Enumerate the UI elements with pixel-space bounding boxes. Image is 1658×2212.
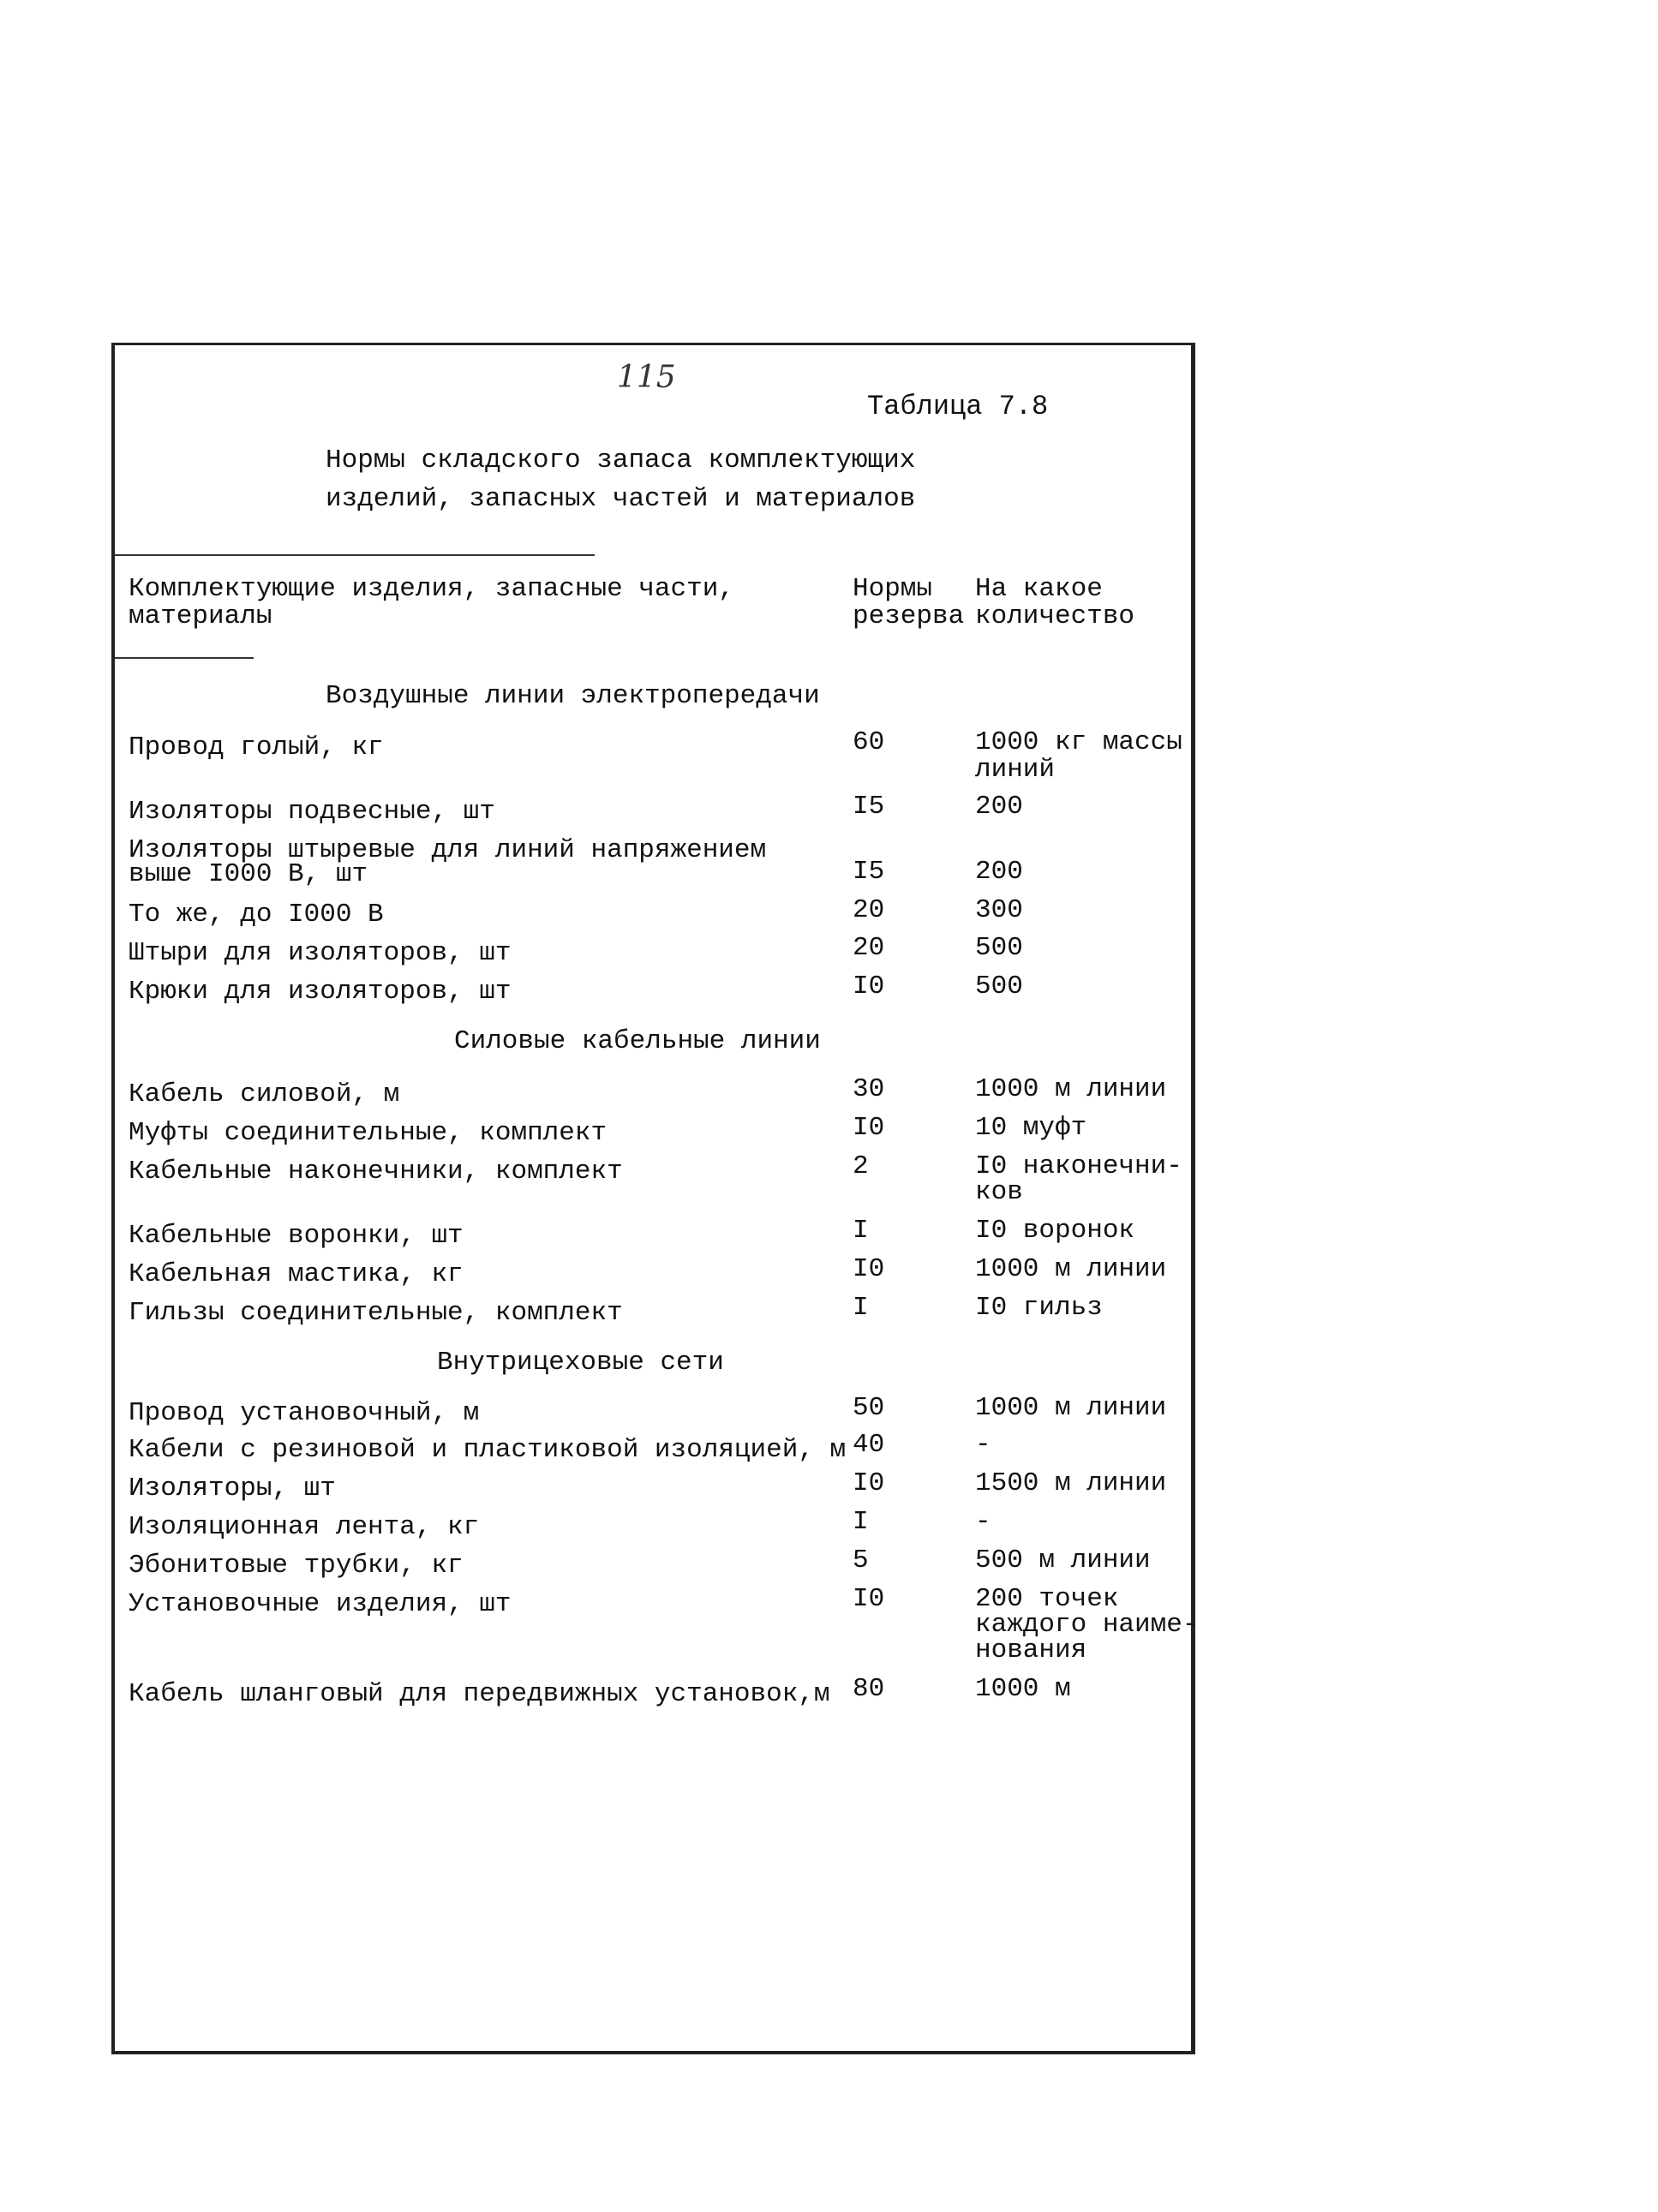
row-qty: 500 [975,971,1023,1001]
row-norm: I5 [853,857,885,887]
row-norm: I0 [853,1113,885,1143]
row-name: Штыри для изоляторов, шт [129,938,512,968]
row-norm: 80 [853,1674,885,1704]
row-norm: I0 [853,1254,885,1284]
row-name: То же, до I000 В [129,900,384,930]
row-norm: I0 [853,1468,885,1498]
row-qty: 10 муфт [975,1113,1087,1143]
row-qty: 300 [975,895,1023,925]
row-name: Изоляторы штыревые для линий напряжением [129,835,767,865]
header-col1-line-2: материалы [129,601,272,631]
row-norm: I5 [853,792,885,822]
table-label: Таблица 7.8 [867,391,1049,422]
table-title-line-2: изделий, запасных частей и материалов [326,484,916,514]
row-name: Муфты соединительные, комплект [129,1118,608,1148]
row-qty: 500 м линии [975,1545,1151,1575]
section-title-overhead-lines: Воздушные линии электропередачи [326,681,820,711]
row-qty: 200 точек [975,1584,1119,1614]
row-qty: I0 гильз [975,1293,1103,1323]
row-norm: 2 [853,1151,869,1181]
row-norm: I [853,1507,869,1537]
row-qty: 500 [975,933,1023,963]
row-name: Эбонитовые трубки, кг [129,1551,464,1581]
row-name: Кабель шланговый для передвижных установок,м [129,1679,830,1709]
row-qty: 200 [975,792,1023,822]
table-title-line-1: Нормы складского запаса комплектующих [326,445,916,475]
row-qty: - [975,1507,991,1537]
row-qty: 1000 м линии [975,1074,1167,1104]
row-name: Изоляторы подвесные, шт [129,797,495,827]
row-qty: 1000 кг массы [975,727,1182,757]
row-qty: 1500 м линии [975,1468,1167,1498]
row-norm: I [853,1293,869,1323]
row-qty: 1000 м [975,1674,1071,1704]
row-name: Установочные изделия, шт [129,1589,512,1619]
row-norm: 40 [853,1430,885,1460]
row-norm: I0 [853,971,885,1001]
row-name: Крюки для изоляторов, шт [129,977,512,1007]
row-norm: I [853,1216,869,1246]
row-norm: 20 [853,895,885,925]
row-qty-line-3: нования [975,1635,1087,1665]
section-title-power-cable-lines: Силовые кабельные линии [454,1026,821,1056]
header-col3-line-2: количество [975,601,1135,631]
row-name-line-2: выше I000 В, шт [129,859,368,889]
header-bottom-rule [115,657,254,659]
row-qty: 1000 м линии [975,1393,1167,1423]
row-qty-line-2: каждого наиме- [975,1610,1199,1640]
row-name: Кабель силовой, м [129,1079,400,1109]
header-col3-line-1: На какое [975,574,1103,604]
header-top-rule [115,554,595,556]
row-norm: 50 [853,1393,885,1423]
row-name: Изоляторы, шт [129,1474,336,1504]
row-norm: 60 [853,727,885,757]
row-name: Кабельные наконечники, комплект [129,1157,623,1187]
row-qty: I0 воронок [975,1216,1135,1246]
header-col1-line-1: Комплектующие изделия, запасные части, [129,574,734,604]
row-name: Изоляционная лента, кг [129,1512,480,1542]
row-qty-line-2: ков [975,1177,1023,1207]
row-norm: I0 [853,1584,885,1614]
row-qty: I0 наконечни- [975,1151,1182,1181]
row-name: Провод установочный, м [129,1398,480,1428]
header-col2-line-2: резерва [853,601,965,631]
row-norm: 5 [853,1545,869,1575]
section-title-in-shop-networks: Внутрицеховые сети [437,1348,724,1378]
row-norm: 30 [853,1074,885,1104]
row-name: Кабельная мастика, кг [129,1259,464,1289]
row-qty-line-2: линий [975,755,1056,785]
row-qty: 1000 м линии [975,1254,1167,1284]
row-name: Гильзы соединительные, комплект [129,1298,623,1328]
row-name: Провод голый, кг [129,732,384,762]
page-number: 115 [617,360,676,395]
row-name: Кабели с резиновой и пластиковой изоляцией, м [129,1435,847,1465]
row-name: Кабельные воронки, шт [129,1221,464,1251]
row-qty: - [975,1430,991,1460]
header-col2-line-1: Нормы [853,574,933,604]
row-norm: 20 [853,933,885,963]
row-qty: 200 [975,857,1023,887]
